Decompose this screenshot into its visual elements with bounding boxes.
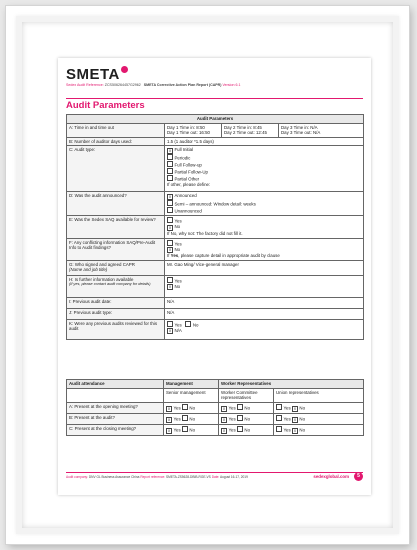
checkbox[interactable]: X — [168, 194, 172, 199]
table-row: F: Any conflicting information SAQ/Pre-Audit Info to Audit findings? Yes X No If Yes, please capture detail in appropriate audit by clause — [67, 238, 364, 260]
checkbox[interactable] — [167, 168, 173, 174]
table-row: I: Previous audit date: N/A — [67, 297, 364, 308]
document-page — [58, 58, 371, 495]
checkbox[interactable] — [237, 415, 243, 421]
checkbox[interactable] — [182, 415, 188, 421]
checkbox[interactable] — [167, 240, 173, 246]
footer-rule — [66, 472, 363, 473]
checkbox[interactable]: X — [168, 225, 172, 230]
checkbox[interactable] — [276, 415, 282, 421]
checkbox[interactable]: X — [167, 428, 171, 433]
checkbox[interactable]: X — [168, 285, 172, 290]
checkbox[interactable]: X — [167, 417, 171, 422]
checkbox[interactable] — [182, 426, 188, 432]
table-row: C: Present at the closing meeting? X Yes No X Yes No Yes X No — [67, 424, 364, 435]
table-row: D: Was the audit announced? X Announced Semi – announced: Window detail: weeks Unannounced — [67, 192, 364, 216]
checkbox[interactable] — [167, 321, 173, 327]
checkbox[interactable] — [182, 404, 188, 410]
table-row: B: Number of auditor days used: 1.5 (1 auditor *1.5 days) — [67, 137, 364, 146]
checkbox[interactable]: X — [168, 148, 172, 153]
header-rule — [66, 98, 363, 99]
checkbox[interactable] — [167, 277, 173, 283]
checkbox[interactable] — [237, 426, 243, 432]
checkbox[interactable]: X — [293, 406, 297, 411]
table-row: J: Previous audit type: N/A — [67, 308, 364, 319]
page-number: 5 — [354, 472, 363, 481]
checkbox[interactable]: X — [168, 329, 172, 334]
checkbox[interactable]: X — [293, 428, 297, 433]
checkbox[interactable] — [167, 154, 173, 160]
table-row: H: Is further information available (If yes, please contact audit company for details) Yes X No — [67, 275, 364, 297]
picture-frame — [6, 6, 409, 544]
checkbox[interactable] — [185, 321, 191, 327]
table-row: A: Present at the opening meeting? X Yes No X Yes No Yes X No — [67, 402, 364, 413]
checkbox[interactable] — [237, 404, 243, 410]
table-row: B: Present at the audit? X Yes No X Yes No Yes X No — [67, 413, 364, 424]
checkbox[interactable] — [167, 207, 173, 213]
audit-parameters-table — [66, 114, 364, 340]
checkbox[interactable]: X — [167, 406, 171, 411]
audit-reference-line: Sedex Audit Reference: ZCS506264457G2962 SMETA Corrective Action Plan Report (CAPR) Version 6.1 — [66, 83, 241, 87]
checkbox[interactable]: X — [222, 428, 226, 433]
logo-dot-icon — [121, 66, 128, 73]
page-title: Audit Parameters — [66, 100, 145, 111]
footer-site-link[interactable]: sedexglobal.com — [313, 474, 349, 479]
table-row: K: Were any previous audits reviewed for this audit Yes No X N/A — [67, 319, 364, 339]
table-row: C: Audit type: X Full Initial Periodic Full Follow-up Partial Follow-Up Partial Other If other, please define: — [67, 146, 364, 192]
checkbox[interactable]: X — [222, 417, 226, 422]
smeta-logo: SMETA — [66, 66, 128, 83]
attendance-header: Audit attendance — [67, 380, 164, 389]
table-row: A: Time in and time out Day 1 Time in: 8:50 Day 1 Time out: 16:50 Day 2 Time in: 8:45 Day 2 Time out: 12:45 Day 3 Time in: N/A Day 3 Time out: N/A — [67, 123, 364, 137]
checkbox[interactable] — [167, 217, 173, 223]
checkbox[interactable]: X — [293, 417, 297, 422]
checkbox[interactable]: X — [222, 406, 226, 411]
checkbox[interactable]: X — [168, 248, 172, 253]
checkbox[interactable] — [276, 404, 282, 410]
audit-attendance-table: Audit attendance Management Worker Representatives Senior management Worker Committee representatives Union representatives A: Present at the opening meeting? X Yes No X Yes No Yes X No B: Present at the audit? X Yes No X Yes No Yes X No C: Present at the closing meeting? X Yes No X Yes No Yes X No — [66, 379, 364, 436]
table-row: G: Who signed and agreed CAPR (Name and job title) Mr. Gao Ming/ Vice-general manager — [67, 260, 364, 275]
checkbox[interactable] — [167, 175, 173, 181]
checkbox[interactable] — [167, 200, 173, 206]
table-row: E: Was the Sedex SAQ available for review? Yes X No If No, why not: The factory did not fill it. — [67, 216, 364, 238]
table-header: Audit Parameters — [67, 115, 364, 124]
page-header — [66, 66, 363, 92]
page-footer — [66, 472, 363, 482]
checkbox[interactable] — [276, 426, 282, 432]
checkbox[interactable] — [167, 161, 173, 167]
footer-details: Audit company: DNV GL Business Assurance China Report reference: SMETA-ZS5628-DBIB-RGE-VS Date: August 16-17, 2019 — [66, 475, 248, 479]
